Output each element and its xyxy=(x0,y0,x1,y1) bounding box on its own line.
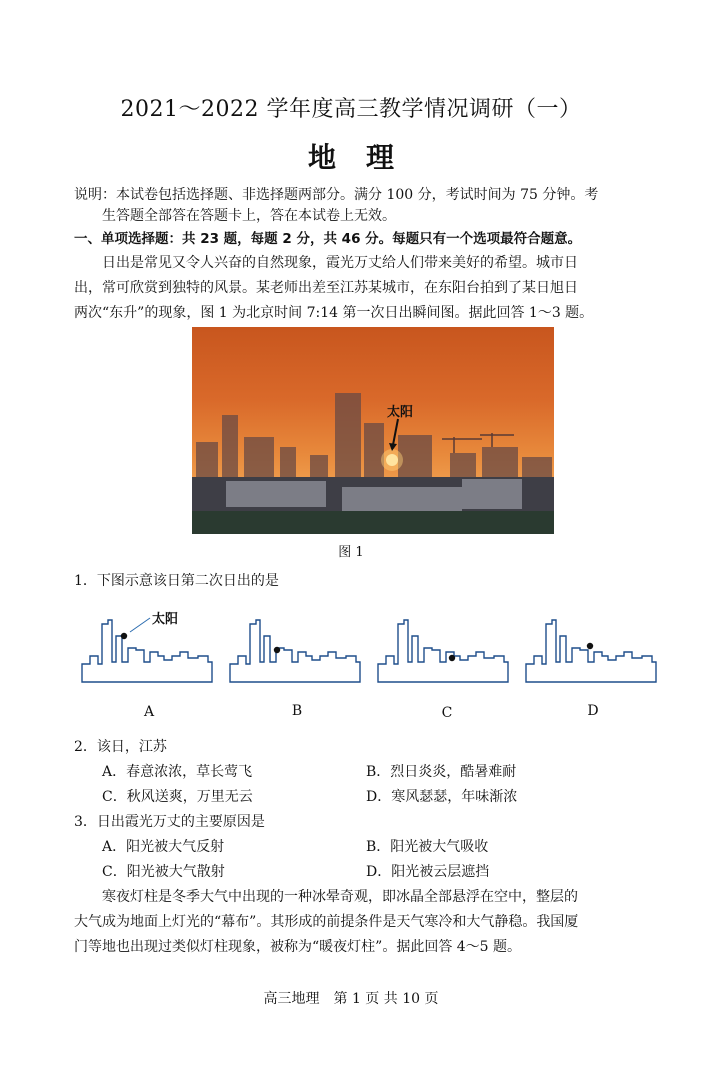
passage1-line-1: 日出是常见又令人兴奋的自然现象，霞光万丈给人们带来美好的希望。城市日 xyxy=(102,255,578,271)
instructions-line-1: 说明：本试卷包括选择题、非选择题两部分。满分 100 分，考试时间为 75 分钟。考 xyxy=(74,187,599,203)
instructions-line-2: 生答题全部答在答题卡上，答在本试卷上无效。 xyxy=(102,208,396,224)
sun-label: 太阳 xyxy=(387,405,414,420)
passage2-line-3: 门等地也出现过类似灯柱现象，被称为“暖夜灯柱”。据此回答 4～5 题。 xyxy=(74,939,522,955)
q1-sun-label: 太阳 xyxy=(152,612,179,627)
sun-dot-b xyxy=(274,647,280,653)
q1-option-b[interactable]: B xyxy=(291,703,303,719)
q1-option-a[interactable]: A xyxy=(143,704,155,720)
skyline-c xyxy=(378,620,508,682)
skyline-d xyxy=(526,620,656,682)
q3-option-a[interactable]: A．阳光被大气反射 xyxy=(102,839,225,855)
q3-option-c[interactable]: C．阳光被大气散射 xyxy=(102,864,225,880)
q1-skyline-diagrams xyxy=(78,606,662,686)
figure1-photo xyxy=(192,327,554,534)
q3-option-b[interactable]: B．阳光被大气吸收 xyxy=(366,839,489,855)
q3-option-d[interactable]: D．阳光被云层遮挡 xyxy=(366,864,490,880)
q1-stem: 1．下图示意该日第二次日出的是 xyxy=(74,573,279,589)
subject-title: 地理 xyxy=(307,141,424,174)
skyline-a xyxy=(82,620,212,682)
q2-option-b[interactable]: B．烈日炎炎，酷暑难耐 xyxy=(366,764,517,780)
q3-stem: 3．日出霞光万丈的主要原因是 xyxy=(74,814,265,830)
q2-option-c[interactable]: C．秋风送爽，万里无云 xyxy=(102,789,253,805)
q2-option-a[interactable]: A．春意浓浓，草长莺飞 xyxy=(102,764,253,780)
passage1-line-3: 两次“东升”的现象，图 1 为北京时间 7:14 第一次日出瞬间图。据此回答 1～3 题。 xyxy=(74,305,594,321)
skyline-b xyxy=(230,620,360,682)
sun-dot-d xyxy=(587,643,593,649)
q2-stem: 2．该日，江苏 xyxy=(74,739,167,755)
page-footer: 高三地理 第 1 页 共 10 页 xyxy=(263,991,439,1007)
sun-dot-a xyxy=(121,633,127,639)
q1-option-c[interactable]: C xyxy=(441,705,453,721)
section-heading: 一、单项选择题：共 23 题，每题 2 分，共 46 分。每题只有一个选项最符合题意。 xyxy=(74,231,582,247)
figure1-caption: 图 1 xyxy=(338,545,364,560)
passage2-line-2: 大气成为地面上灯光的“幕布”。其形成的前提条件是天气寒冷和大气静稳。我国厦 xyxy=(74,914,579,930)
q2-option-d[interactable]: D．寒风瑟瑟，年味渐浓 xyxy=(366,789,518,805)
passage1-line-2: 出，常可欣赏到独特的风景。某老师出差至江苏某城市，在东阳台拍到了某日旭日 xyxy=(74,280,578,296)
q1-option-d[interactable]: D xyxy=(587,703,599,719)
exam-title: 2021～2022 学年度高三教学情况调研（一） xyxy=(120,97,582,122)
figure1-skyline xyxy=(192,327,554,534)
passage2-line-1: 寒夜灯柱是冬季大气中出现的一种冰晕奇观，即冰晶全部悬浮在空中，整层的 xyxy=(102,889,578,905)
sun-dot-c xyxy=(449,655,455,661)
